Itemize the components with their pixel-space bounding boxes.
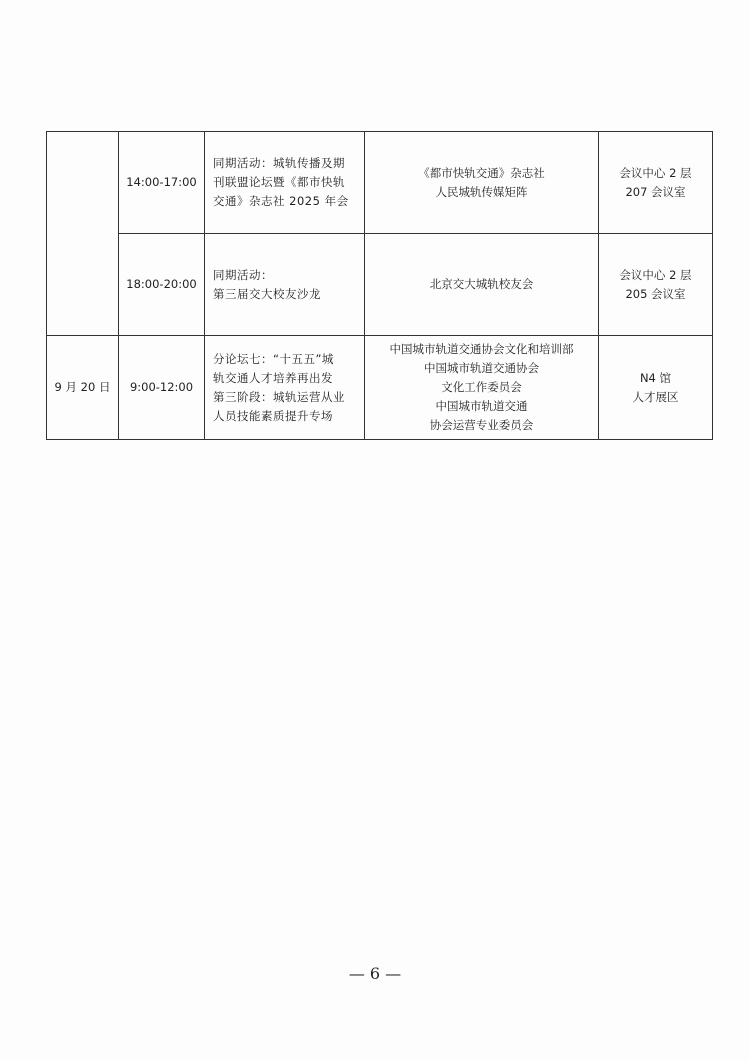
venue-cell — [599, 132, 713, 234]
event-line: 刊联盟论坛暨《都市快轨 — [213, 175, 345, 189]
event-line: 第三阶段：城轨运营从业 — [213, 389, 345, 404]
time-cell: 14:00-17:00 — [119, 132, 205, 234]
organizer-cell — [365, 336, 599, 440]
organizer-line: 北京交大城轨校友会 — [429, 277, 534, 291]
venue-line: 会议中心 2 层 — [619, 165, 692, 180]
organizer-line: 中国城市轨道交通协会 — [424, 361, 539, 375]
organizer-line: 文化工作委员会 — [441, 380, 522, 394]
time-cell: 18:00-20:00 — [119, 234, 205, 336]
organizer-line: 协会运营专业委员会 — [429, 418, 534, 432]
organizer-cell — [365, 132, 599, 234]
event-line: 同期活动：城轨传播及期 — [213, 156, 345, 170]
date-cell: 9 月 20 日 — [47, 336, 119, 440]
organizer-line: 人民城轨传媒矩阵 — [435, 184, 528, 199]
event-cell — [205, 132, 365, 234]
event-line: 第三届交大校友沙龙 — [213, 286, 321, 301]
event-line: 分论坛七：“十五五”城 — [213, 351, 334, 366]
event-cell — [205, 336, 365, 440]
venue-line: 人才展区 — [632, 389, 679, 404]
date-cell — [47, 132, 119, 336]
organizer-cell — [365, 234, 599, 336]
event-line: 交通》杂志社 2025 年会 — [213, 194, 349, 208]
venue-cell — [599, 336, 713, 440]
venue-cell — [599, 234, 713, 336]
venue-line: 会议中心 2 层 — [619, 267, 692, 282]
organizer-line: 《都市快轨交通》杂志社 — [418, 165, 545, 180]
time-cell: 9:00-12:00 — [119, 336, 205, 440]
event-line: 轨交通人才培养再出发 — [213, 370, 333, 385]
event-line: 人员技能素质提升专场 — [213, 408, 333, 423]
venue-line: N4 馆 — [639, 370, 672, 385]
venue-line: 205 会议室 — [625, 286, 686, 301]
page-number: — 6 — — [348, 964, 402, 983]
table-row — [47, 132, 713, 234]
schedule-table — [46, 131, 713, 440]
event-cell — [205, 234, 365, 336]
event-line: 同期活动： — [213, 267, 273, 282]
venue-line: 207 会议室 — [625, 184, 686, 199]
organizer-line: 中国城市轨道交通协会文化和培训部 — [389, 342, 574, 356]
table-row — [47, 336, 713, 440]
table-row — [47, 234, 713, 336]
organizer-line: 中国城市轨道交通 — [435, 399, 528, 413]
